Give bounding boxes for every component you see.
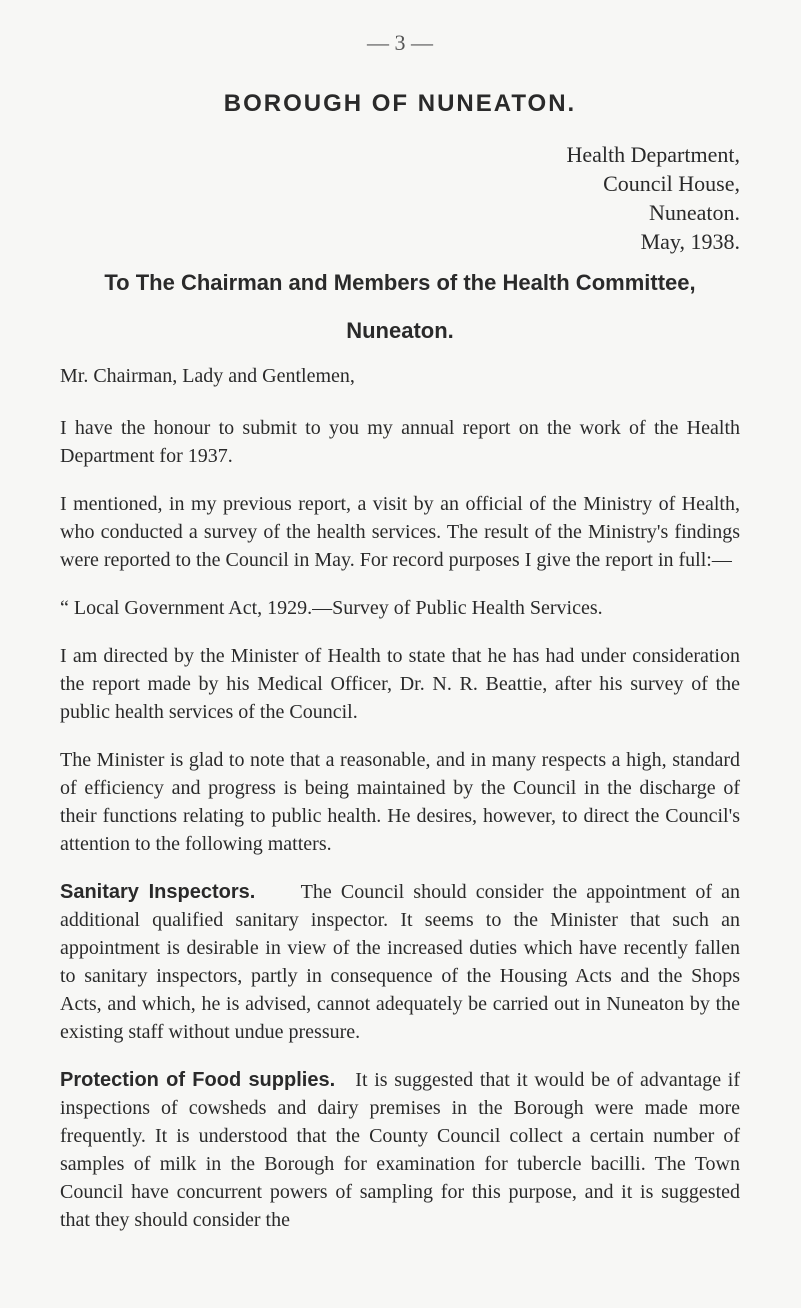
greeting: Mr. Chairman, Lady and Gentlemen, <box>60 365 355 387</box>
section-title-food: Protection of Food supplies. <box>60 1069 336 1091</box>
section-food-supplies <box>60 1066 740 1234</box>
addressee-place: Nuneaton. <box>346 318 454 343</box>
paragraph-act-title: “ Local Government Act, 1929.—Survey of Public Health Services. <box>60 597 603 619</box>
document-page <box>60 30 740 1254</box>
section-text-food: It is suggested that it would be of advantage if inspections of cowsheds and dairy premises in the Borough were made more frequently. It is understood that the County Council collect a certain number of samples of milk in the Borough for examination for tubercle bacilli. The Town Council have concurrent powers of sampling for this purpose, and it is suggested that they should consider the <box>60 1069 741 1231</box>
paragraph-minister-directed: I am directed by the Minister of Health to state that he has had under consideration the report made by his Medical Officer, Dr. N. R. Beattie, after his survey of the public health services of the Council. <box>60 645 740 723</box>
section-title-sanitary: Sanitary Inspectors. <box>60 881 256 903</box>
paragraph-intro: I have the honour to submit to you my annual report on the work of the Health Department for 1937. <box>60 417 740 467</box>
document-heading: BOROUGH OF NUNEATON. <box>223 90 577 117</box>
address-line-department: Health Department, <box>566 142 740 167</box>
section-text-sanitary: The Council should consider the appointment of an additional qualified sanitary inspector. It seems to the Minister that such an appointment is desirable in view of the increased duties which have recently fallen to sanitary inspectors, partly in consequence of the Housing Acts and the Shops Acts, and which, he is advised, cannot adequately be carried out in Nuneaton by the existing staff without undue pressure. <box>60 881 741 1043</box>
address-line-town: Nuneaton. <box>648 200 740 225</box>
address-date: May, 1938. <box>640 229 740 254</box>
section-sanitary-inspectors <box>60 878 740 1046</box>
page-number: — 3 — <box>367 30 433 55</box>
addressee-line: To The Chairman and Members of the Health Committee, <box>104 270 696 295</box>
sender-address <box>60 140 740 256</box>
address-line-building: Council House, <box>603 171 740 196</box>
paragraph-minister-glad: The Minister is glad to note that a reasonable, and in many respects a high, standard of efficiency and progress is being maintained by the Council in the discharge of their functions relating to public health. He desires, however, to direct the Council's attention to the following matters. <box>60 749 740 855</box>
paragraph-ministry-visit: I mentioned, in my previous report, a visit by an official of the Ministry of Health, who conducted a survey of the health services. The result of the Ministry's findings were reported to the Council in May. For record purposes I give the report in full:— <box>60 493 740 571</box>
